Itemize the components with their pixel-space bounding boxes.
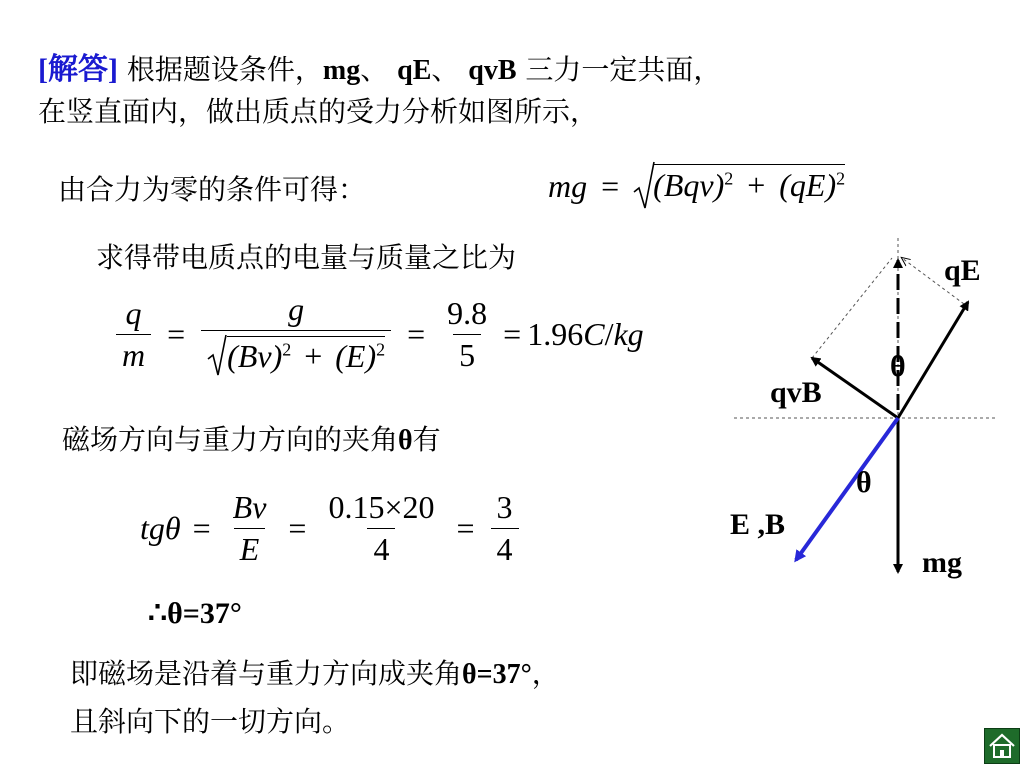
label-theta-top: θ [890, 350, 906, 383]
qe-force-arrow [898, 302, 968, 418]
home-button[interactable] [984, 728, 1020, 764]
label-qe: qE [944, 254, 981, 287]
conclusion-line-1: 即磁场是沿着与重力方向成夹角θ=37°， [70, 657, 560, 690]
eq1-label: 由合力为零的条件可得： [58, 173, 367, 206]
intro-line-2: 在竖直面内，做出质点的受力分析如图所示， [38, 95, 599, 128]
home-icon [985, 729, 1019, 763]
radical-sign [633, 160, 655, 212]
equation-net-force: mg = (Bqv)$^2$ + (qE)$^2$ [548, 160, 845, 212]
eq2-label: 求得带电质点的电量与质量之比为 [96, 241, 517, 274]
equation-tan-theta: tg θ = $\frac{Bv}{E}$ = $\frac{0.15\times 20}{4}$ = $\frac{3}{4}$ [140, 478, 523, 578]
field-direction-arrow [796, 418, 898, 560]
equation-charge-mass-ratio: $\frac{q}{m}$ = $\frac{g}{(Bv)^2 + (E)^2}$ = $\frac{9.8}{5}$ = 1.96 C / kg [112, 284, 644, 384]
radical-sign [207, 333, 227, 377]
label-qvb: qvB [770, 376, 822, 409]
theta-result: ∴θ=37° [148, 597, 242, 630]
conclusion-line-2: 且斜向下的一切方向。 [70, 705, 351, 738]
label-theta-bottom: θ [856, 466, 872, 499]
qvb-force-arrow [812, 358, 898, 418]
answer-tag: [解答] [38, 53, 118, 86]
label-eb: E ,B [730, 508, 786, 541]
label-mg: mg [922, 546, 962, 579]
eq3-label: 磁场方向与重力方向的夹角θ有 [62, 423, 441, 456]
intro-line-1: [解答] 根据题设条件，mg、 qE、 qvB 三力一定共面， [38, 53, 722, 86]
construction-line-left [812, 258, 892, 358]
